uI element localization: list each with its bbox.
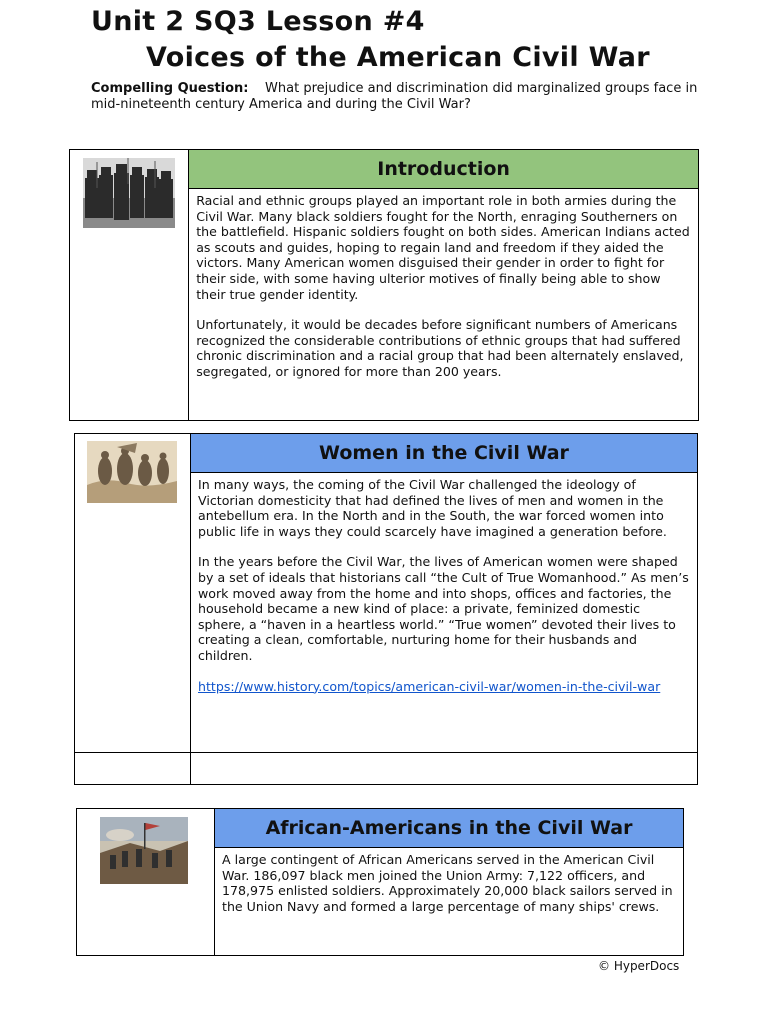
women-paragraph-2: In the years before the Civil War, the lives of American women were shaped by a set of ideals that historians call “the Cult of True Womanhood.” As men’s work moved away from the home and into shops, offices and factories, the household became a new kind of place: a private, feminized domestic sphere, a “haven in a heartless world.” “True women” devoted their lives to creating a clean, comfortable, nurturing home for their husbands and children. [198, 554, 689, 663]
introduction-heading: Introduction [189, 150, 698, 188]
african-americans-content-cell [215, 809, 684, 956]
african-americans-heading: African-Americans in the Civil War [215, 809, 683, 847]
introduction-paragraph-1: Racial and ethnic groups played an important role in both armies during the Civil War. Many black soldiers fought for the North, enraging Southerners on the battlefield. Hispanic soldiers fought on both sides. American Indians acted as scouts and guides, hoping to regain land and freedom if they aided the victors. Many American women disguised their gender in order to fight for their side, with some having ulterior motives of finally being able to show their true gender identity. [196, 193, 690, 302]
women-paragraph-1: In many ways, the coming of the Civil War challenged the ideology of Victorian domesticity that had defined the lives of men and women in the antebellum era. In the North and in the South, the war forced women into public life in ways they could scarcely have imagined a generation before. [198, 477, 667, 539]
women-content-cell [191, 434, 698, 753]
compelling-question [91, 81, 711, 113]
women-empty-cell-left [75, 752, 191, 784]
women-history-link[interactable]: https://www.history.com/topics/american-civil-war/women-in-the-civil-war [198, 678, 661, 694]
african-americans-image-cell [77, 809, 215, 956]
african-americans-body [215, 847, 683, 920]
hyperdocs-credit: © HyperDocs [598, 959, 680, 973]
women-empty-cell-right [191, 752, 698, 784]
title-line-2: Voices of the American Civil War [146, 42, 650, 73]
soldiers-photo [83, 158, 175, 228]
introduction-card [69, 149, 699, 421]
compelling-question-label: Compelling Question: [91, 81, 249, 96]
introduction-body [189, 188, 698, 386]
women-heading: Women in the Civil War [191, 434, 697, 472]
women-engraving-image [87, 441, 177, 503]
introduction-content-cell [189, 150, 699, 421]
compelling-question-text: What prejudice and discrimination did marginalized groups face in mid-nineteenth century America and during the Civil War? [91, 81, 698, 112]
title-line-1: Unit 2 SQ3 Lesson #4 [91, 6, 425, 37]
african-americans-paragraph-1: A large contingent of African Americans served in the American Civil War. 186,097 black men joined the Union Army: 7,122 officers, and 178,975 enlisted soldiers. Approximately 20,000 black sailors served in the Union Navy and formed a large percentage of many ships' crews. [222, 852, 673, 914]
battle-painting-image [100, 817, 188, 884]
women-image-cell [75, 434, 191, 753]
introduction-paragraph-2: Unfortunately, it would be decades before significant numbers of Americans recognized the considerable contributions of ethnic groups that had suffered chronic discrimination and a racial group that had been alternately enslaved, segregated, or ignored for more than 200 years. [196, 317, 684, 379]
women-card [74, 433, 698, 785]
african-americans-card [76, 808, 684, 956]
introduction-image-cell [70, 150, 189, 421]
women-body [191, 472, 697, 700]
